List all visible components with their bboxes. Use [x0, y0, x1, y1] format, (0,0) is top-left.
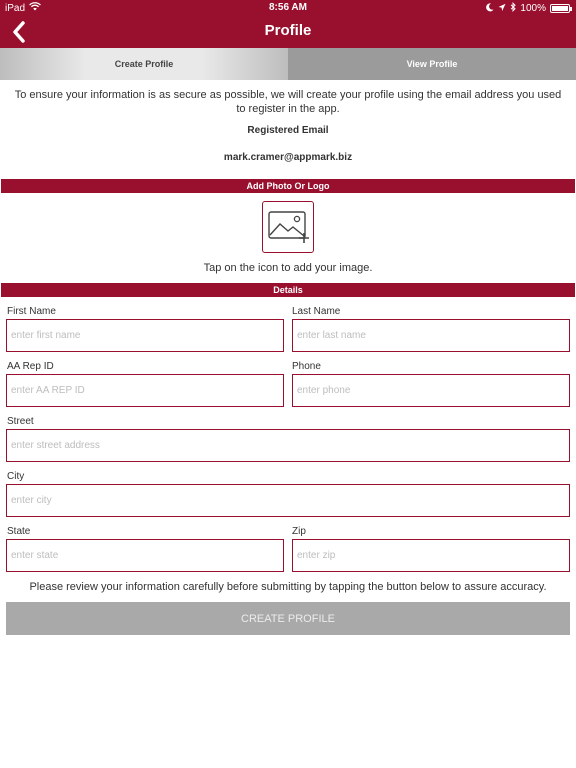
bluetooth-icon	[510, 2, 516, 15]
intro-text: To ensure your information is as secure as possible, we will create your profile using the email address you used to register in the app.	[14, 89, 562, 115]
street-label: Street	[7, 416, 34, 427]
phone-input[interactable]	[292, 374, 570, 407]
rep-id-label: AA Rep ID	[7, 361, 54, 372]
tab-create-profile[interactable]: Create Profile	[0, 48, 288, 80]
rep-id-input[interactable]	[6, 374, 284, 407]
street-input[interactable]	[6, 429, 570, 462]
zip-input[interactable]	[292, 539, 570, 572]
phone-label: Phone	[292, 361, 321, 372]
status-time: 8:56 AM	[269, 2, 307, 13]
add-photo-button[interactable]	[262, 201, 314, 253]
location-arrow-icon	[498, 3, 506, 15]
details-section-header: Details	[1, 283, 575, 297]
city-input[interactable]	[6, 484, 570, 517]
device-name: iPad	[5, 2, 26, 14]
create-profile-button[interactable]: CREATE PROFILE	[6, 602, 570, 635]
zip-label: Zip	[292, 526, 306, 537]
registered-email-value: mark.cramer@appmark.biz	[223, 152, 353, 163]
battery-percent: 100%	[520, 3, 546, 14]
moon-icon	[486, 3, 494, 15]
tab-view-profile[interactable]: View Profile	[288, 48, 576, 80]
status-right	[486, 2, 570, 15]
first-name-input[interactable]	[6, 319, 284, 352]
registered-email-label: Registered Email	[247, 125, 329, 136]
last-name-label: Last Name	[292, 306, 341, 317]
state-label: State	[7, 526, 31, 537]
add-image-icon	[266, 209, 310, 245]
state-input[interactable]	[6, 539, 284, 572]
first-name-label: First Name	[7, 306, 56, 317]
battery-icon	[550, 4, 570, 13]
last-name-input[interactable]	[292, 319, 570, 352]
photo-section-header: Add Photo Or Logo	[1, 179, 575, 193]
tab-bar	[0, 48, 576, 80]
battery-fill	[552, 6, 568, 11]
city-label: City	[7, 471, 25, 482]
status-bar	[0, 0, 576, 16]
page-title: Profile	[264, 22, 312, 39]
photo-hint: Tap on the icon to add your image.	[203, 262, 373, 274]
review-text: Please review your information carefully before submitting by tapping the button below to assure accuracy.	[29, 581, 547, 593]
nav-bar	[0, 16, 576, 48]
